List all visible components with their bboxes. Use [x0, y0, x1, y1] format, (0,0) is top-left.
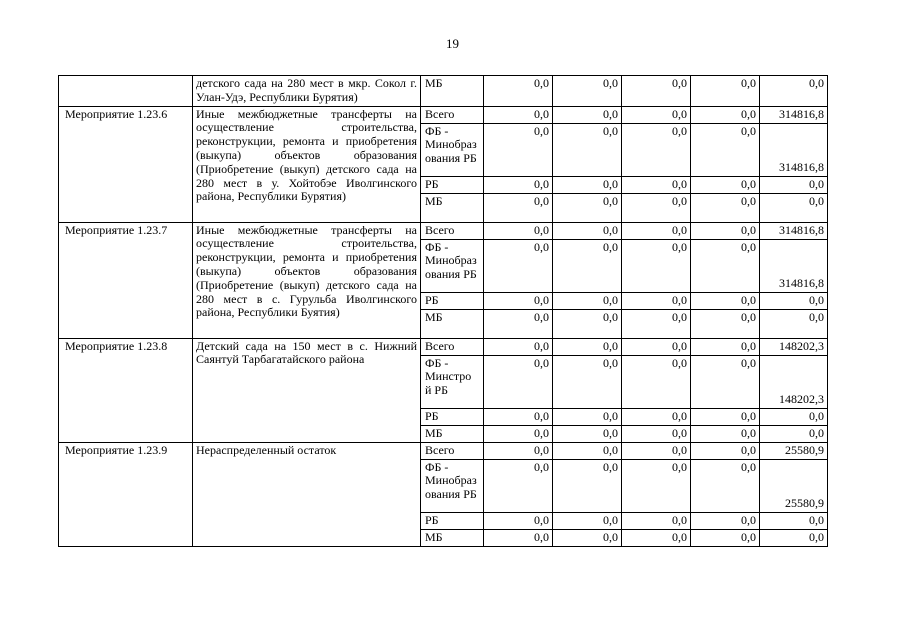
funding-source: ФБ - Минстро й РБ [421, 355, 484, 408]
amount-cell: 0,0 [484, 106, 553, 123]
amount-cell: 0,0 [622, 459, 691, 512]
activity-description: детского сада на 280 мест в мкр. Сокол г. Улан-Удэ, Республики Бурятия) [193, 76, 421, 107]
activity-name [59, 76, 193, 107]
amount-cell: 0,0 [691, 442, 760, 459]
amount-cell: 0,0 [622, 292, 691, 309]
amount-cell: 0,0 [622, 355, 691, 408]
table-row [59, 76, 828, 107]
amount-cell: 0,0 [691, 459, 760, 512]
amount-cell: 0,0 [484, 425, 553, 442]
table-row [59, 106, 828, 123]
amount-cell: 0,0 [484, 193, 553, 222]
amount-cell: 0,0 [553, 425, 622, 442]
amount-cell: 0,0 [760, 529, 828, 546]
activity-description: Детский сада на 150 мест в с. Нижний Саянтуй Тарбагатайского района [193, 338, 421, 442]
amount-cell: 0,0 [553, 459, 622, 512]
budget-table [58, 75, 828, 547]
table-body [59, 76, 828, 547]
funding-source: Всего [421, 338, 484, 355]
amount-cell: 0,0 [553, 338, 622, 355]
amount-cell: 0,0 [622, 123, 691, 176]
amount-cell: 0,0 [484, 442, 553, 459]
activity-name: Мероприятие 1.23.6 [59, 106, 193, 222]
table-row [59, 222, 828, 239]
amount-cell: 0,0 [691, 355, 760, 408]
table-row [59, 442, 828, 459]
activity-name: Мероприятие 1.23.7 [59, 222, 193, 338]
amount-cell: 0,0 [484, 338, 553, 355]
amount-cell: 0,0 [484, 512, 553, 529]
amount-cell: 0,0 [691, 123, 760, 176]
amount-cell: 0,0 [691, 239, 760, 292]
funding-source: РБ [421, 176, 484, 193]
amount-cell: 0,0 [553, 512, 622, 529]
amount-cell: 0,0 [553, 222, 622, 239]
amount-cell: 0,0 [622, 408, 691, 425]
amount-cell: 0,0 [484, 239, 553, 292]
funding-source: Всего [421, 106, 484, 123]
amount-cell: 0,0 [691, 292, 760, 309]
amount-cell: 0,0 [622, 442, 691, 459]
page-number: 19 [446, 36, 459, 51]
amount-cell: 0,0 [622, 193, 691, 222]
amount-cell: 0,0 [760, 425, 828, 442]
amount-cell: 0,0 [484, 123, 553, 176]
amount-cell: 314816,8 [760, 239, 828, 292]
funding-source: МБ [421, 193, 484, 222]
funding-source: МБ [421, 529, 484, 546]
funding-source: РБ [421, 512, 484, 529]
amount-cell: 314816,8 [760, 222, 828, 239]
amount-cell: 0,0 [691, 222, 760, 239]
amount-cell: 0,0 [553, 442, 622, 459]
amount-cell: 0,0 [553, 193, 622, 222]
amount-cell: 0,0 [484, 459, 553, 512]
funding-source: РБ [421, 292, 484, 309]
amount-cell: 0,0 [622, 425, 691, 442]
amount-cell: 0,0 [622, 529, 691, 546]
amount-cell: 0,0 [691, 193, 760, 222]
funding-source: МБ [421, 309, 484, 338]
amount-cell: 25580,9 [760, 459, 828, 512]
amount-cell: 0,0 [553, 408, 622, 425]
activity-description: Иные межбюджетные трансферты на осуществление строительства, реконструкции, ремонта и приобретения (выкупа) объектов образования (Приобретение (выкуп) детского сада на 280 мест в у. Хойтобэе Иволгинского района, Республики Бурятия) [193, 106, 421, 222]
funding-source: Всего [421, 222, 484, 239]
amount-cell: 0,0 [484, 355, 553, 408]
funding-source: ФБ - Минобраз ования РБ [421, 123, 484, 176]
amount-cell: 25580,9 [760, 442, 828, 459]
amount-cell: 0,0 [553, 239, 622, 292]
amount-cell: 0,0 [553, 106, 622, 123]
amount-cell: 0,0 [622, 239, 691, 292]
amount-cell: 0,0 [553, 292, 622, 309]
amount-cell: 0,0 [622, 222, 691, 239]
amount-cell: 0,0 [622, 309, 691, 338]
activity-description: Нераспределенный остаток [193, 442, 421, 546]
amount-cell: 0,0 [622, 176, 691, 193]
amount-cell: 0,0 [484, 176, 553, 193]
amount-cell: 0,0 [760, 176, 828, 193]
amount-cell: 0,0 [691, 176, 760, 193]
funding-source: ФБ - Минобраз ования РБ [421, 459, 484, 512]
amount-cell: 0,0 [691, 529, 760, 546]
amount-cell: 0,0 [622, 106, 691, 123]
amount-cell: 148202,3 [760, 355, 828, 408]
table-row [59, 338, 828, 355]
amount-cell: 0,0 [484, 309, 553, 338]
amount-cell: 0,0 [553, 123, 622, 176]
amount-cell: 0,0 [691, 309, 760, 338]
amount-cell: 0,0 [484, 408, 553, 425]
amount-cell: 0,0 [553, 176, 622, 193]
amount-cell: 0,0 [553, 529, 622, 546]
amount-cell: 0,0 [691, 338, 760, 355]
funding-source: РБ [421, 408, 484, 425]
amount-cell: 314816,8 [760, 123, 828, 176]
activity-name: Мероприятие 1.23.8 [59, 338, 193, 442]
funding-source: МБ [421, 425, 484, 442]
amount-cell: 0,0 [760, 408, 828, 425]
amount-cell: 0,0 [553, 76, 622, 107]
amount-cell: 0,0 [760, 292, 828, 309]
funding-source: ФБ - Минобраз ования РБ [421, 239, 484, 292]
amount-cell: 0,0 [760, 193, 828, 222]
amount-cell: 0,0 [553, 309, 622, 338]
amount-cell: 314816,8 [760, 106, 828, 123]
amount-cell: 148202,3 [760, 338, 828, 355]
amount-cell: 0,0 [622, 338, 691, 355]
amount-cell: 0,0 [691, 408, 760, 425]
amount-cell: 0,0 [484, 292, 553, 309]
amount-cell: 0,0 [622, 512, 691, 529]
amount-cell: 0,0 [484, 76, 553, 107]
amount-cell: 0,0 [484, 529, 553, 546]
funding-source: Всего [421, 442, 484, 459]
amount-cell: 0,0 [691, 512, 760, 529]
amount-cell: 0,0 [691, 106, 760, 123]
activity-name: Мероприятие 1.23.9 [59, 442, 193, 546]
amount-cell: 0,0 [691, 425, 760, 442]
activity-description: Иные межбюджетные трансферты на осуществление строительства, реконструкции, ремонта и приобретения (выкупа) объектов образования (Приобретение (выкуп) детского сада на 280 мест в с. Гурульба Иволгинского района, Республики Буятия) [193, 222, 421, 338]
amount-cell: 0,0 [484, 222, 553, 239]
amount-cell: 0,0 [691, 76, 760, 107]
amount-cell: 0,0 [622, 76, 691, 107]
amount-cell: 0,0 [760, 512, 828, 529]
amount-cell: 0,0 [760, 309, 828, 338]
funding-source: МБ [421, 76, 484, 107]
amount-cell: 0,0 [760, 76, 828, 107]
amount-cell: 0,0 [553, 355, 622, 408]
